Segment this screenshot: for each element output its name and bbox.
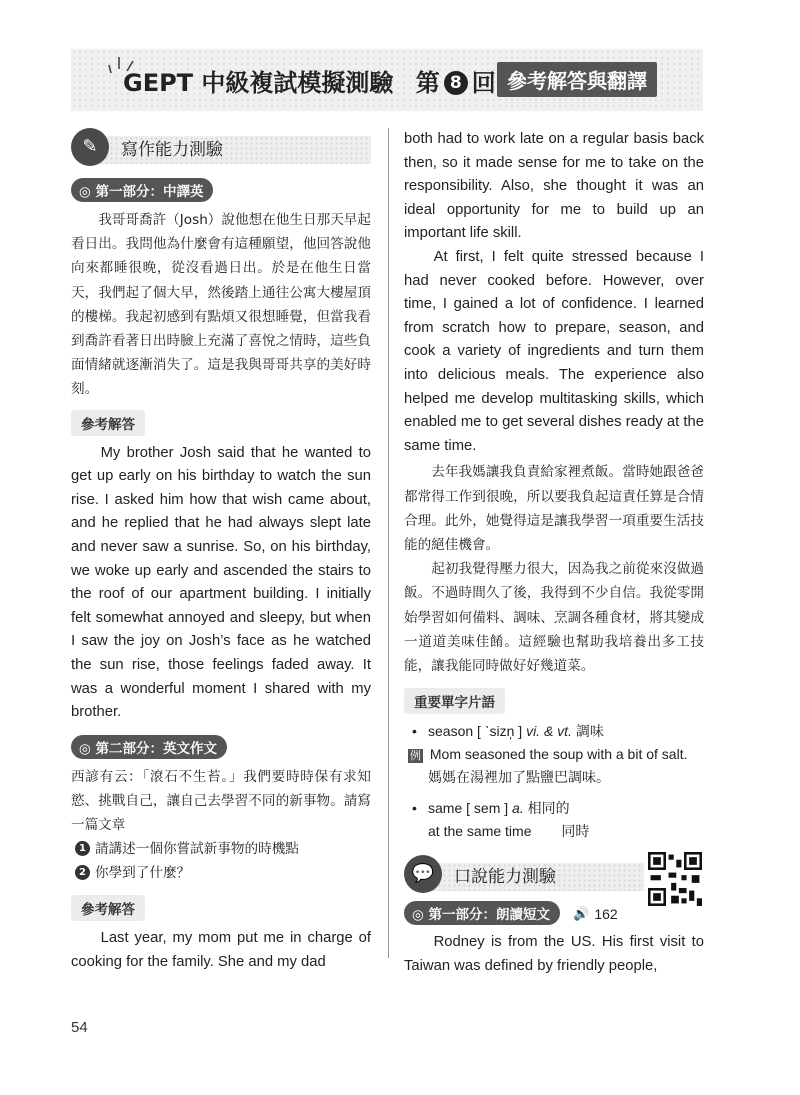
round-suffix: 回	[471, 69, 496, 97]
answer-label: 參考解答與翻譯	[497, 62, 657, 97]
speaking-section-header	[404, 855, 644, 895]
item-number-badge: 2	[75, 865, 90, 880]
part1-english-answer: My brother Josh said that he wanted to get up early on his birthday to watch the sun rise. I asked him how that wish came about, and he replied that he had always slept late and never saw a sunrise. So, on his birthday, we woke up early and ascended the stairs to the roof of our apartment building. I initially felt somewhat annoyed and sleepy, but when I saw the joy on Josh’s face as he watched the sun rise, those feelings faded away. It was a wonderful moment I shared with my brother.	[71, 444, 371, 721]
vocab-meaning: 相同的	[527, 800, 570, 817]
speaking-part1-label-text: 第一部分：朗讀短文	[428, 907, 550, 924]
left-column	[71, 128, 371, 975]
vocab-example	[404, 743, 704, 766]
banner-title: GEPT 中級複試模擬測驗	[123, 69, 394, 97]
vocab-phrase	[404, 820, 704, 843]
vocab-word: same	[428, 800, 463, 817]
part2-label-text: 第二部分：英文作文	[95, 740, 217, 757]
writing-section-title: 寫作能力測驗	[121, 140, 223, 160]
part2-item-text: 請講述一個你嘗試新事物的時機點	[95, 841, 299, 858]
example-english: Mom seasoned the soup with a bit of salt.	[429, 746, 688, 763]
example-chinese: 媽媽在湯裡加了點鹽巴調味。	[428, 769, 610, 786]
part1-label: ◎ 第一部分：中譯英	[71, 178, 213, 202]
reference-answer-label: 參考解答	[71, 410, 145, 436]
audio-track-number: 162	[594, 906, 618, 923]
vocab-entry-season	[404, 720, 704, 743]
part2-item	[71, 861, 371, 885]
item-number-badge: 1	[75, 841, 90, 856]
essay-chinese-2: 起初我覺得壓力很大，因為我之前從來沒做過飯。不過時間久了後，我得到不少自信。我從零開始學習如何備料、調味、烹調各種食材，將其變成一道道美味佳餚。這經驗也幫助我培養出多工技能，讓我能同時做好好幾道菜。	[404, 561, 704, 674]
vocab-list	[404, 720, 704, 843]
writing-notebook-icon: ✎	[71, 128, 109, 166]
speaking-part1-label: ◎ 第一部分：朗讀短文	[404, 901, 560, 925]
column-divider	[388, 128, 389, 958]
phrase-english: at the same time	[428, 823, 532, 840]
essay-paragraph-1-start: Last year, my mom put me in charge of cooking for the family. She and my dad	[71, 930, 371, 970]
page-banner	[71, 49, 703, 111]
vocab-meaning: 調味	[575, 723, 604, 740]
vocab-word: season	[428, 723, 474, 740]
essay-paragraph-2: At first, I felt quite stressed because I had never cooked before. However, over time, I gained a lot of confidence. I learned from scratch how to prepare, season, and cook a variety of ingredients and turn them into delicious meals. The experience also helped me develop multitasking skills, which enabled me to get several dishes ready at the same time.	[404, 248, 704, 454]
part2-item	[71, 837, 371, 861]
part1-label-text: 第一部分：中譯英	[95, 184, 204, 200]
vocab-ipa: [ sem ]	[466, 800, 509, 817]
part2-item-text: 你學到了什麼？	[95, 865, 191, 882]
phrase-chinese: 同時	[561, 823, 590, 840]
vocab-pos: vi. & vt.	[526, 723, 572, 740]
round-number: 8	[444, 71, 468, 95]
vocab-ipa: [ ˋsizn̩ ]	[477, 723, 523, 740]
banner-title-group	[123, 63, 496, 98]
essay-chinese-1: 去年我媽讓我負責給家裡煮飯。當時她跟爸爸都常得工作到很晚，所以要我負起這責任算是合情合理。此外，她覺得這是讓我學習一項重要生活技能的絕佳機會。	[404, 464, 704, 553]
essay-paragraph-1-continued: both had to work late on a regular basis back then, so it made sense for me to take on the responsibility. Also, she thought it was an ideal opportunity for me to build up an important life skill.	[404, 131, 704, 242]
page-number: 54	[71, 1019, 88, 1036]
writing-section-header	[71, 128, 371, 168]
vocab-pos: a.	[512, 800, 524, 817]
speaking-text: Rodney is from the US. His first visit to Taiwan was defined by friendly people,	[404, 934, 704, 974]
round-prefix: 第	[415, 69, 440, 97]
round-indicator	[416, 63, 496, 98]
speaking-bubble-icon: 💬	[404, 855, 442, 893]
example-tag: 例	[410, 750, 421, 763]
part1-chinese-text: 我哥哥喬許（Josh）說他想在他生日那天早起看日出。我問他為什麼會有這種願望，他回答說他向來都睡很晚，從沒看過日出。於是在他生日當天，我們起了個大早，然後踏上通往公寓大樓屋頂的樓梯。我起初感到有點煩又很想睡覺，但當我看到喬許看著日出時臉上充滿了喜悅之情時，這些負面情緒就逐漸消失了。這是我與哥哥共享的美好時刻。	[71, 212, 371, 398]
qr-code-icon[interactable]	[648, 852, 702, 906]
right-column	[404, 128, 704, 978]
speaker-icon[interactable]: 🔊	[573, 907, 590, 923]
vocab-label: 重要單字片語	[404, 688, 505, 714]
reference-answer-label: 參考解答	[71, 895, 145, 921]
speaking-section-title: 口說能力測驗	[454, 867, 556, 888]
part2-prompt: 西諺有云：「滾石不生苔。」我們要時時保有求知慾、挑戰自己，讓自己去學習不同的新事物。請寫一篇文章	[71, 768, 371, 834]
vocab-entry-same	[404, 797, 704, 820]
part2-label: ◎ 第二部分：英文作文	[71, 735, 227, 759]
